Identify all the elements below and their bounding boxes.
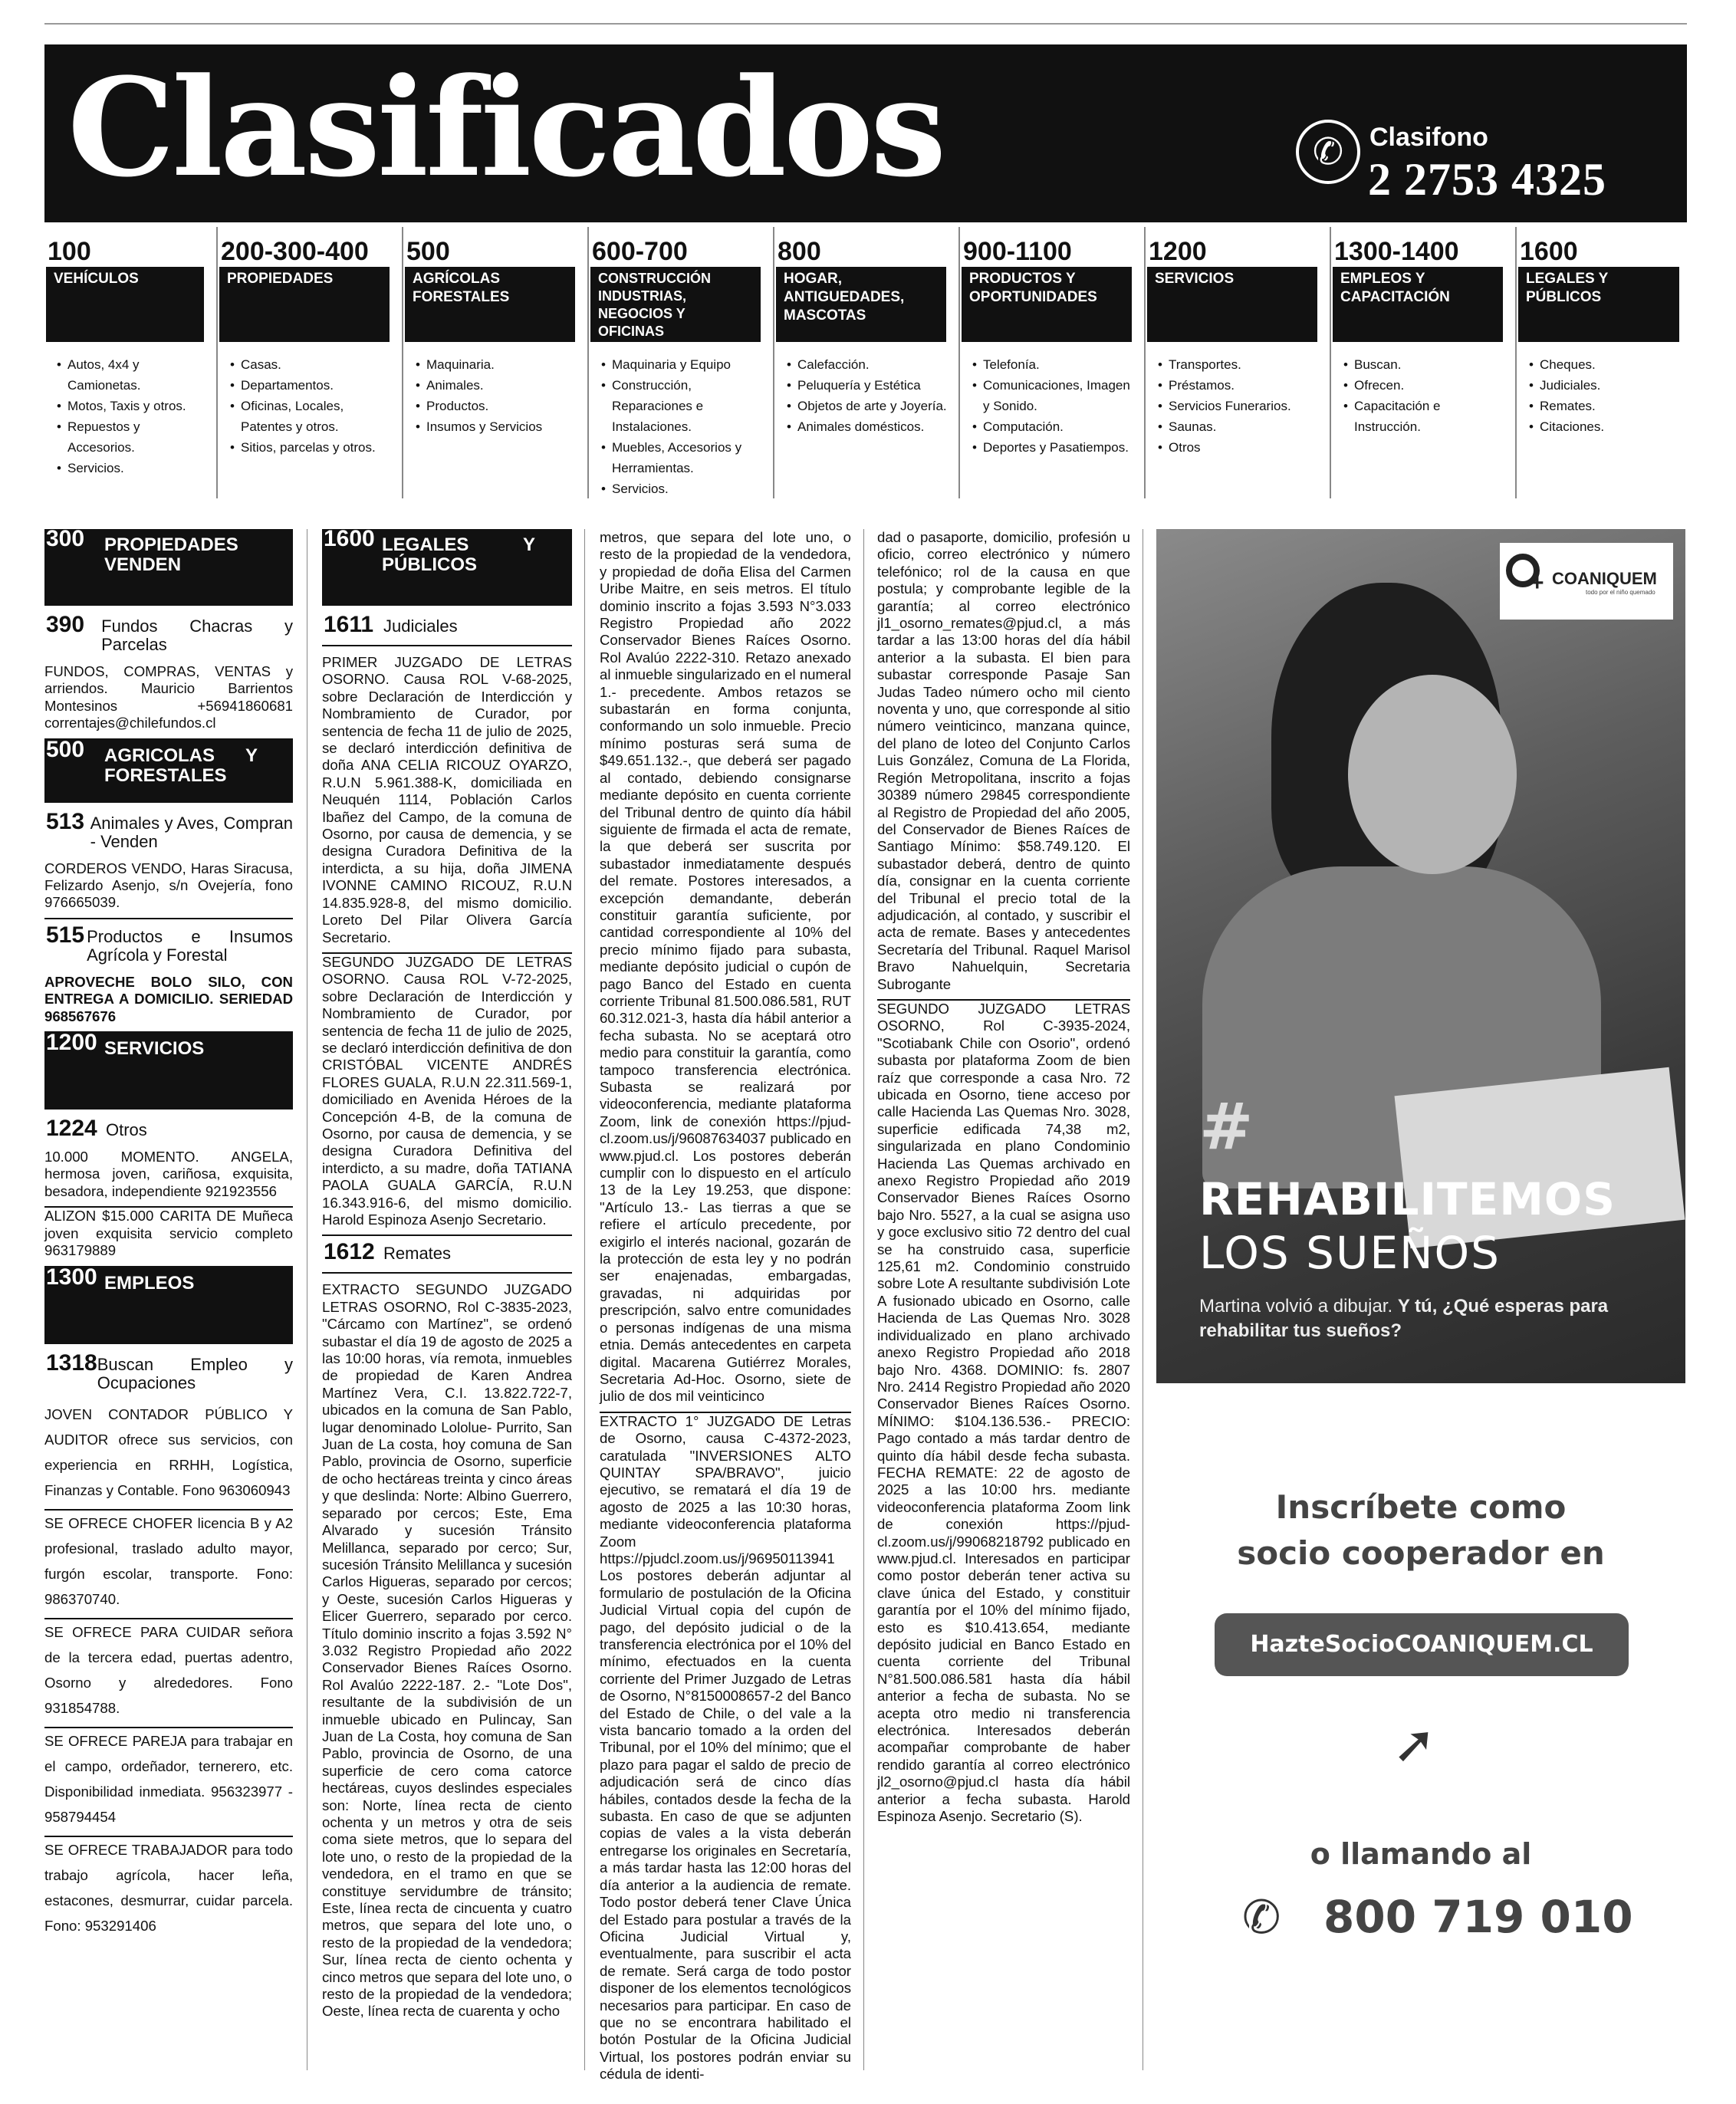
index-item: • Otros — [1158, 437, 1320, 458]
cta-text: Inscríbete como socio cooperador en — [1237, 1488, 1605, 1572]
legal-notice: SEGUNDO JUZGADO LETRAS OSORNO, Rol C-3935-2024, "Scotiabank Chile con Osorio", ordenó subasta por plataforma Zoom de bien raíz que corresponde a casa Nro. 72 ubicada en Osorno, tiene acceso por calle Hacienda Las Quemas Nro. 3028, superficie edificada 74,38 m2, singularizada en plano Condominio Hacienda Las Quemas archivado en anexo Registro Propiedad año 2019 Conservador Bienes Raíces Osorno bajo Nro. 5527, a la cual se asigna uso y goce exclusivo sitio 72 dentro del cual se ha construido casa, superficie 125,61 m2. Condominio construido sobre Lote A resultante subdivisión Lote A fusionado ubicado en Osorno, calle Hacienda de Las Quemas Nro. 3028 individualizado en plano archivado anexo Registro Propiedad año 2018 bajo Nro. 4368. DOMINIO: fs. 2807 Nro. 2414 Registro Propiedad año 2020 Conservador Bienes Raíces Osorno. MÍNIMO: $104.136.536.- PRECIO: Pago contado a más tardar dentro de quinto día hábil desde fecha subasta. FECHA REMATE: 22 de agosto de 2025 a las 10:00 hrs. mediante videoconferencia plataforma Zoom link de conexión https://pjud-cl.zoom.us/j/99068218792 publicado en www.pjud.cl. Interesados en participar como postor deberán tener activa su clave única del Estado, y constituir garantía por el 10% del mínimo fijado, esto es $10.413.654, mediante depósito judicial en Banco Estado en cuenta corriente del Tribunal N°81.500.086.581 hasta día hábil anterior a fecha de subasta. No se acepta otro medio ni transferencia electrónica. Interesados deberán acompañar comprobante de haber rendido garantía al correo electrónico jl2_osorno@pjud.cl hasta día hábil anterior a fecha subasta. Harold Espinoza Asenjo. Secretario (S). — [877, 1000, 1130, 1825]
subsection-number: 1318 — [46, 1350, 97, 1376]
index-item: • Insumos y Servicios — [416, 416, 578, 437]
section-header — [322, 526, 572, 606]
clasifono-number: 2 2753 4325 — [1368, 154, 1606, 205]
section-title: EMPLEOS — [104, 1272, 195, 1294]
index-hogar — [774, 227, 960, 498]
subsection-header — [46, 808, 293, 851]
column-divider — [863, 529, 864, 2070]
index-item: • Calefacción. — [787, 354, 949, 375]
index-item: • Préstamos. — [1158, 375, 1320, 396]
section-number: 500 — [46, 736, 85, 762]
index-number: 100 — [48, 237, 91, 266]
section-header — [44, 736, 293, 803]
cta-call-text: o llamando al — [1310, 1837, 1532, 1871]
photo-figure — [1348, 675, 1517, 874]
index-item: • Capacitación e Instrucción. — [1343, 396, 1506, 437]
logo-text: COANIQUEM — [1552, 569, 1657, 588]
index-category: LEGALES Y PÚBLICOS — [1518, 267, 1679, 342]
subsection-number: 390 — [46, 612, 85, 637]
index-item: • Telefonía. — [972, 354, 1135, 375]
index-item: • Maquinaria. — [416, 354, 578, 375]
subsection-header — [324, 612, 572, 637]
index-number: 200-300-400 — [221, 237, 369, 266]
coaniquem-cta — [1156, 1385, 1685, 2075]
logo-tagline: todo por el niño quemado — [1586, 589, 1655, 596]
phone-icon: ✆ — [1296, 120, 1360, 184]
index-number: 900-1100 — [963, 237, 1072, 266]
subsection-number: 513 — [46, 808, 85, 834]
index-item: • Casas. — [230, 354, 393, 375]
index-number: 800 — [778, 237, 821, 266]
index-item: • Animales. — [416, 375, 578, 396]
classified-ad: CORDEROS VENDO, Haras Siracusa, Felizardo Asenjo, s/n Ovejería, fono 976665039. — [44, 860, 293, 919]
index-number: 1300-1400 — [1334, 237, 1459, 266]
section-number: 1200 — [46, 1030, 97, 1056]
legal-notice: metros, que separa del lote uno, o resto de la propiedad de la vendedora, y propiedad de doña Elisa del Carmen Uribe Maitre, en seis metros. El título dominio inscrito a fojas 3.593 N°3.033 Registro Propiedad año 2022 Conservador Bienes Raíces Osorno. Rol Avalúo 2222-310. Retazo anexado al inmueble singularizado en el numeral 1.- precedente. Ambos retazos se subastarán en forma conjunta, conformando un solo inmueble. Precio mínimo posturas será suma de $49.651.132.-, que deberá ser pagado al contado, debiendo consignarse mediante depósito en cuenta corriente del Tribunal dentro de quinto día hábil siguiente de firmada el acta de remate, la que deberá ser suscrita por subastador inmediatamente después del remate. Postores interesados, a excepción demandante, deberán constituir garantía suficiente, por cantidad correspondiente al 10% del precio mínimo fijado para subasta, mediante depósito judicial o cupón de pago Banco del Estado en cuenta corriente Tribunal 81.500.086.581, RUT 60.312.021-3, hasta día hábil anterior a fecha subasta. No se aceptará otro medio para constituir la garantía, como tampoco transferencia electrónica. Subasta se realizará por videoconferencia, mediante plataforma Zoom, link de conexión https://pjud-cl.zoom.us/j/96087634037 publicado en www.pjud.cl. Los postores deberán cumplir con lo dispuesto en el artículo 13 de la Ley 19.253, que dispone: "Artículo 13.- Las tierras a que se refiere el artículo precedente, por exigirlo el interés nacional, gozarán de la protección de esta ley y no podrán ser enajenadas, embargadas, gravadas, ni adquiridas por prescripción, salvo entre comunidades o personas indígenas de una misma etnia. Demás antecedentes en carpeta digital. Macarena Gutiérrez Morales, Secretaria Ad-Hoc. Osorno, siete de julio de dos mil veinticinco — [600, 529, 851, 1413]
column-1 — [44, 526, 293, 1938]
subsection-title: Animales y Aves, Compran - Venden — [90, 813, 293, 851]
index-item: • Ofrecen. — [1343, 375, 1506, 396]
classified-ad: JOVEN CONTADOR PÚBLICO Y AUDITOR ofrece sus servicios, con experiencia en RRHH, Logística, Finanzas y Contable. Fono 963060943 — [44, 1402, 293, 1511]
section-header — [44, 1264, 293, 1344]
index-vehiculos — [44, 227, 218, 498]
category-index — [44, 227, 1687, 501]
subsection-header — [46, 922, 293, 965]
index-item: • Objetos de arte y Joyería. — [787, 396, 949, 416]
index-number: 1200 — [1149, 237, 1207, 266]
index-item: • Construcción, Reparaciones e Instalaciones. — [601, 375, 764, 437]
clasifono-label: Clasifono — [1369, 123, 1488, 152]
index-servicios — [1146, 227, 1331, 498]
section-number: 300 — [46, 526, 85, 551]
index-item: • Cheques. — [1529, 354, 1678, 375]
index-item: • Transportes. — [1158, 354, 1320, 375]
subsection-title: Fundos Chacras y Parcelas — [101, 616, 293, 654]
cta-phone-number: 800 719 010 — [1323, 1891, 1633, 1943]
index-construccion — [589, 227, 774, 498]
classified-ad: ALIZON $15.000 CARITA DE Muñeca joven exquisita servicio completo 963179889 — [44, 1208, 293, 1267]
coaniquem-logo — [1500, 543, 1673, 620]
subsection-number: 515 — [46, 922, 85, 948]
index-category: CONSTRUCCIÓN INDUSTRIAS, NEGOCIOS Y OFICINAS — [590, 267, 761, 342]
section-title: SERVICIOS — [104, 1038, 205, 1060]
index-agricolas — [403, 227, 589, 498]
index-propiedades — [218, 227, 403, 498]
index-category: EMPLEOS Y CAPACITACIÓN — [1333, 267, 1503, 342]
index-item: • Muebles, Accesorios y Herramientas. — [601, 437, 764, 478]
column-2 — [322, 526, 572, 2020]
section-title: PROPIEDADES VENDEN — [104, 534, 238, 575]
index-item: • Saunas. — [1158, 416, 1320, 437]
index-category: PROPIEDADES — [219, 267, 390, 342]
ad-subheadline: LOS SUEÑOS — [1199, 1227, 1501, 1279]
index-item: • Remates. — [1529, 396, 1678, 416]
index-number: 1600 — [1520, 237, 1578, 266]
index-legales — [1517, 227, 1687, 498]
index-item: • Animales domésticos. — [787, 416, 949, 437]
subsection-title: Buscan Empleo y Ocupaciones — [97, 1354, 293, 1392]
index-category: PRODUCTOS Y OPORTUNIDADES — [962, 267, 1132, 342]
index-productos — [960, 227, 1146, 498]
column-4 — [877, 529, 1130, 1825]
index-item: • Motos, Taxis y otros. — [57, 396, 207, 416]
classified-ad: SE OFRECE TRABAJADOR para todo trabajo agrícola, hacer leña, estacones, desmurrar, cuidar parcela. Fono: 953291406 — [44, 1841, 293, 1934]
hashtag-icon: # — [1199, 1089, 1254, 1164]
index-item: • Citaciones. — [1529, 416, 1678, 437]
click-cursor-icon: ➚ — [1392, 1714, 1436, 1775]
column-3 — [600, 529, 851, 2083]
section-header — [44, 1030, 293, 1110]
column-divider — [584, 529, 585, 2070]
legal-notice: dad o pasaporte, domicilio, profesión u oficio, correo electrónico y número telefónico; rol de la causa en que postula; y comprobante legible de la garantía; al correo electrónico jl1_osorno_remates@pjud.cl, a más tardar a las 13:00 horas del día hábil anterior a la subasta. El bien para subastar corresponde Pasaje San Judas Tadeo número ocho mil ciento noventa y uno, que corresponde al sitio número veinticinco, manzana quince, del plano de loteo del Conjunto Carlos Luis González, Comuna de La Florida, Región Metropolitana, inscrito a fojas 30389 número 29845 correspondiente al Registro de Propiedad del año 2005, del Conservador de Bienes Raíces de Santiago Mínimo: $58.749.120. El subastador deberá, dentro de quinto día, consignar en la cuenta corriente del Tribunal el precio total de la adjudicación, al contado, y suscribir el acta de remate. Bases y antecedentes Secretaría del Tribunal. Raquel Marisol Bravo Nahuelquin, Secretaria Subrogante — [877, 529, 1130, 1001]
index-number: 500 — [406, 237, 450, 266]
classified-ad: SE OFRECE PAREJA para trabajar en el campo, ordeñador, ternerero, etc. Disponibilidad inmediata. 956323977 - 958794454 — [44, 1728, 293, 1837]
coaniquem-photo-ad — [1156, 529, 1685, 1383]
section-number: 1300 — [46, 1264, 97, 1290]
index-item: • Oficinas, Locales, Patentes y otros. — [230, 396, 393, 437]
legal-notice: EXTRACTO SEGUNDO JUZGADO LETRAS OSORNO, Rol C-3835-2023, "Cárcamo con Martínez", se ordenó subastar el día 19 de agosto de 2025 a las 10:00 horas, vía remota, inmuebles de propiedad de Karen Andrea Martínez Vera, C.I. 13.822.722-7, ubicados en la comuna de San Pablo, lugar denominado Lololue- Purrito, San Juan de La costa, hoy comuna de San Pablo, provincia de Osorno, superficie de ocho hectáreas treinta y cinco áreas y que deslinda: Norte: Albino Guerrero, separado por cercos; Este, Ema Alvarado y sucesión Tránsito Melillanca, separado por cerco; Sur, sucesión Tránsito Melillanca y sucesión Carlos Higueras, separado por cercos; y Oeste, sucesión Carlos Higueras y Elicer Guerrero, separado por cerco. Título dominio inscrito a fojas 3.592 N° 3.032 Registro Propiedad año 2022 Conservador Bienes Raíces Osorno. Rol Avalúo 2222-187. 2.- "Lote Dos", resultante de la subdivisión de un inmueble ubicado en Pulincay, San Juan de La Costa, hoy comuna de San Pablo, provincia de Osorno, de una superficie de cero coma catorce hectáreas, cuyos deslindes especiales son: Norte, línea recta de ciento ochenta y un metros y otra de seis coma siete metros, que lo separa del lote uno, o resto de la propiedad de la vendedora, en el tramo en que se constituye servidumbre de tránsito; Este, línea recta de cincuenta y cuatro metros, que separa del lote uno, o resto de la propiedad de la vendedora; Sur, línea recta de ciento ochenta y cinco metros que separa del lote uno, o resto de la propiedad de la vendedora; Oeste, línea recta de cuarenta y ocho — [322, 1272, 572, 2020]
classified-ad: SE OFRECE CHOFER licencia B y A2 profesional, traslado adulto mayor, furgón escolar, transporte. Fono: 986370740. — [44, 1511, 293, 1619]
index-item: • Computación. — [972, 416, 1135, 437]
cta-url-button[interactable]: HazteSocioCOANIQUEM.CL — [1215, 1613, 1629, 1676]
index-item: • Servicios. — [57, 458, 207, 478]
subsection-header — [46, 612, 293, 654]
section-title: AGRICOLAS Y FORESTALES — [104, 745, 258, 786]
logo-cross-icon: + — [1531, 570, 1544, 596]
index-item: • Comunicaciones, Imagen y Sonido. — [972, 375, 1135, 416]
subsection-title: Remates — [383, 1244, 452, 1264]
subsection-header — [46, 1116, 293, 1142]
legal-notice: EXTRACTO 1° JUZGADO DE Letras de Osorno, causa C-4372-2023, caratulada "INVERSIONES ALTO QUINTAY SPA/BRAVO", juicio ejecutivo, se rematará el día 19 de agosto de 2025 a las 10:30 horas, mediante videoconferencia plataforma Zoom https://pjudcl.zoom.us/j/96950113941 Los postores deberán adjuntar al formulario de postulación de la Oficina Judicial Virtual copia del cupón de pago, del depósito judicial o de la transferencia electrónica por el 10% del mínimo, efectuados en la cuenta corriente del Primer Juzgado de Letras de Osorno, N°8150008657-2 del Banco del Estado de Chile, o del vale a la vista bancario tomado a la orden del Tribunal, por el 10% del mínimo; que el plazo para pagar el saldo de precio de adjudicación será de cinco días hábiles, contados desde la fecha de la subasta. En caso de que se adjunten copias de vales a la vista deberán entregarse los originales en Secretaría, a más tardar hasta las 12:00 horas del día anterior a la audiencia de remate. Todo postor deberá tener Clave Única del Estado para postular a través de la Oficina Judicial Virtual y, eventualmente, para suscribir el acta de remate. Será carga de todo postor disponer de los elementos tecnológicos necesarios para participar. En caso de que no se encontrara habilitado el botón Postular de la Oficina Judicial Virtual, los postores podrán enviar su cédula de identi- — [600, 1412, 851, 2083]
classified-ad: FUNDOS, COMPRAS, VENTAS y arriendos. Mauricio Barrientos Montesinos +56941860681 correntajes@chilefundos.cl — [44, 663, 293, 740]
classified-ad: 10.000 MOMENTO. ANGELA, hermosa joven, cariñosa, exquisita, besadora, independiente 921923556 — [44, 1149, 293, 1208]
index-number: 600-700 — [592, 237, 688, 266]
section-title: LEGALES Y PÚBLICOS — [382, 534, 535, 575]
subsection-header — [324, 1239, 572, 1265]
index-item: • Peluquería y Estética — [787, 375, 949, 396]
top-rule — [44, 23, 1687, 25]
subsection-header — [46, 1350, 293, 1392]
index-item: • Deportes y Pasatiempos. — [972, 437, 1135, 458]
subsection-title: Judiciales — [383, 616, 458, 636]
section-title: Clasificados — [67, 48, 944, 207]
subsection-number: 1611 — [324, 612, 374, 637]
index-item: • Repuestos y Accesorios. — [57, 416, 207, 458]
index-item: • Servicios. — [601, 478, 764, 499]
index-category: AGRÍCOLAS FORESTALES — [405, 267, 575, 342]
ad-tagline-bold: Y tú, ¿Qué esperas para rehabilitar tus sueños? — [1199, 1296, 1609, 1341]
ad-tagline-regular: Martina volvió a dibujar. — [1199, 1296, 1393, 1317]
legal-notice: SEGUNDO JUZGADO DE LETRAS OSORNO. Causa ROL V-72-2025, sobre Declaración de Interdicción y Nombramiento de Curador, por sentencia de fecha 11 de julio de 2025, se declaró interdicción definitiva de don CRISTÓBAL VICENTE ANDRÉS FLORES GUALA, R.U.N 22.311.569-1, domiciliado en Avenida Héroes de la Concepción 4-B, de la comuna de Osorno, por causa de demencia, y se designa Curadora Definitiva del interdicto, a su madre, doña TATIANA PAOLA GUALA GARCÍA, R.U.N 16.343.916-6, del mismo domicilio. Harold Espinoza Asenjo Secretario. — [322, 954, 572, 1237]
index-item: • Maquinaria y Equipo — [601, 354, 764, 375]
ad-tagline — [1199, 1294, 1685, 1343]
index-item: • Judiciales. — [1529, 375, 1678, 396]
index-item: • Productos. — [416, 396, 578, 416]
index-item: • Autos, 4x4 y Camionetas. — [57, 354, 207, 396]
index-item: • Servicios Funerarios. — [1158, 396, 1320, 416]
index-category: SERVICIOS — [1147, 267, 1317, 342]
legal-notice: PRIMER JUZGADO DE LETRAS OSORNO. Causa ROL V-68-2025, sobre Declaración de Interdicción y Nombramiento de Curador, por sentencia de fecha 11 de julio de 2025, se declaró interdicción definitiva de doña ANA CELIA RICOUZ OYARZO, R.U.N 5.961.388-K, domiciliada en Neuquén 1114, Población Carlos Ibañez del Campo, de la comuna de Osorno, por causa de demencia, y se designa Curadora Definitiva de la interdicta, a su hija, doña JIMENA IVONNE CAMINO RICOUZ, R.U.N 14.835.928-8, del mismo domicilio. Loreto Del Pilar Olivera García Secretario. — [322, 645, 572, 954]
index-item: • Buscan. — [1343, 354, 1506, 375]
subsection-number: 1224 — [46, 1116, 97, 1142]
section-header — [44, 526, 293, 606]
subsection-title: Otros — [106, 1120, 147, 1140]
ad-headline: REHABILITEMOS — [1199, 1173, 1616, 1225]
index-empleos — [1331, 227, 1517, 498]
subsection-title: Productos e Insumos Agrícola y Forestal — [87, 926, 293, 965]
index-item: • Sitios, parcelas y otros. — [230, 437, 393, 458]
section-number: 1600 — [324, 526, 375, 551]
index-category: HOGAR, ANTIGUEDADES, MASCOTAS — [776, 267, 946, 342]
phone-icon: ✆ — [1242, 1891, 1281, 1945]
subsection-number: 1612 — [324, 1239, 375, 1265]
index-item: • Departamentos. — [230, 375, 393, 396]
index-category: VEHÍCULOS — [46, 267, 204, 342]
classified-ad: SE OFRECE PARA CUIDAR señora de la tercera edad, puertas adentro, Osorno y alrededores. Fono 931854788. — [44, 1619, 293, 1728]
classified-ad: APROVECHE BOLO SILO, CON ENTREGA A DOMICILIO. SERIEDAD 968567676 — [44, 974, 293, 1033]
classifieds-banner — [44, 44, 1687, 222]
